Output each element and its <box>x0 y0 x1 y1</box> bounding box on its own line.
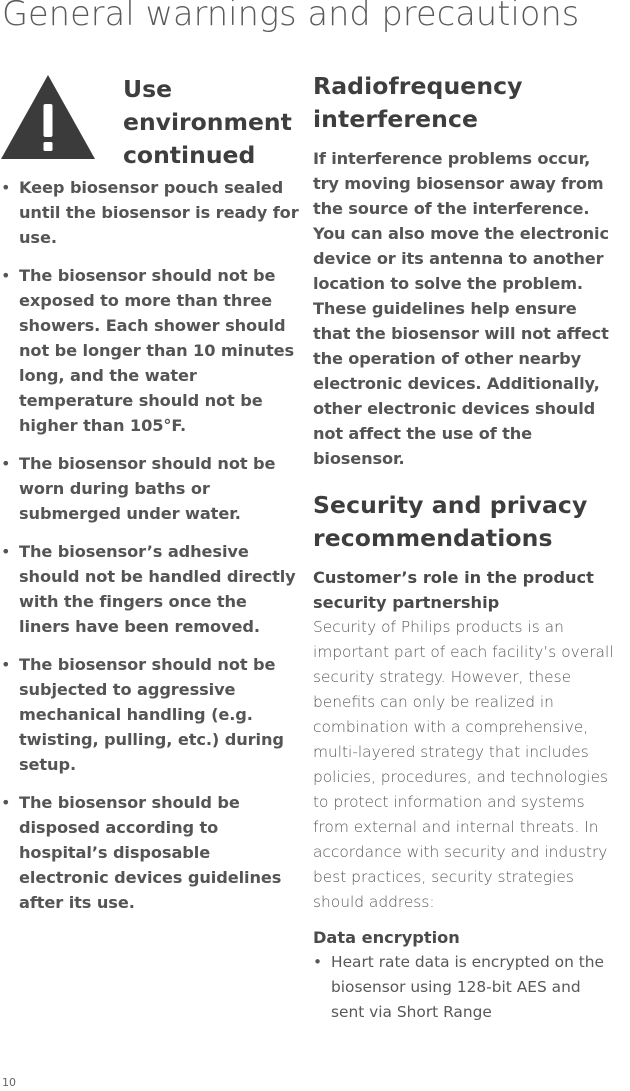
list-item: • The biosensor should not be worn during baths or submerged under water. <box>0 451 300 526</box>
use-environment-list <box>0 175 300 915</box>
page-number: 10 <box>2 1076 16 1089</box>
security-privacy-heading: Security and privacy recommendations <box>313 491 588 552</box>
data-encryption-subheading: Data encryption <box>313 928 460 947</box>
list-item: • The biosensor should not be subjected to aggressive mechanical handling (e.g. twisting, pulling, etc.) during setup. <box>0 652 300 777</box>
page-title: General warnings and precautions <box>2 0 580 33</box>
right-column <box>313 70 618 1025</box>
rf-interference-text: If interference problems occur, try moving biosensor away from the source of the interference. You can also move the electronic device or its antenna to another location to solve the problem. These guidelines help ensure that the biosensor will not affect the operation of other nearby electronic devices. Additionally, other electronic devices should not affect the use of the biosensor. <box>313 149 609 468</box>
heading-line: continued <box>123 141 256 169</box>
list-item: • The biosensor should not be exposed to more than three showers. Each shower should not be longer than 10 minutes long, and the water temperature should not be higher than 105°F. <box>0 263 300 438</box>
heading-line: environment <box>123 108 292 136</box>
list-item: • The biosensor’s adhesive should not be handled directly with the fingers once the liners have been removed. <box>0 539 300 639</box>
list-item: • Keep biosensor pouch sealed until the biosensor is ready for use. <box>0 175 300 250</box>
use-environment-heading <box>123 73 303 172</box>
customer-role-subheading: Customer’s role in the product security partnership <box>313 568 594 612</box>
data-encryption-list <box>313 950 618 1025</box>
heading-line: Use <box>123 75 173 103</box>
list-item: • The biosensor should be disposed according to hospital’s disposable electronic devices guidelines after its use. <box>0 790 300 915</box>
rf-interference-heading: Radiofrequency interference <box>313 72 523 133</box>
list-item: • Heart rate data is encrypted on the biosensor using 128-bit AES and sent via Short Range <box>313 950 618 1025</box>
left-column <box>0 175 300 928</box>
warning-triangle-icon <box>0 74 96 160</box>
security-text: Security of Philips products is an important part of each facility’s overall security strategy. However, these benefits can only be realized in combination with a comprehensive, multi-layered strategy that includes policies, procedures, and technologies to protect information and systems from external and internal threats. In accordance with security and industry best practices, security strategies should address: <box>313 618 614 911</box>
